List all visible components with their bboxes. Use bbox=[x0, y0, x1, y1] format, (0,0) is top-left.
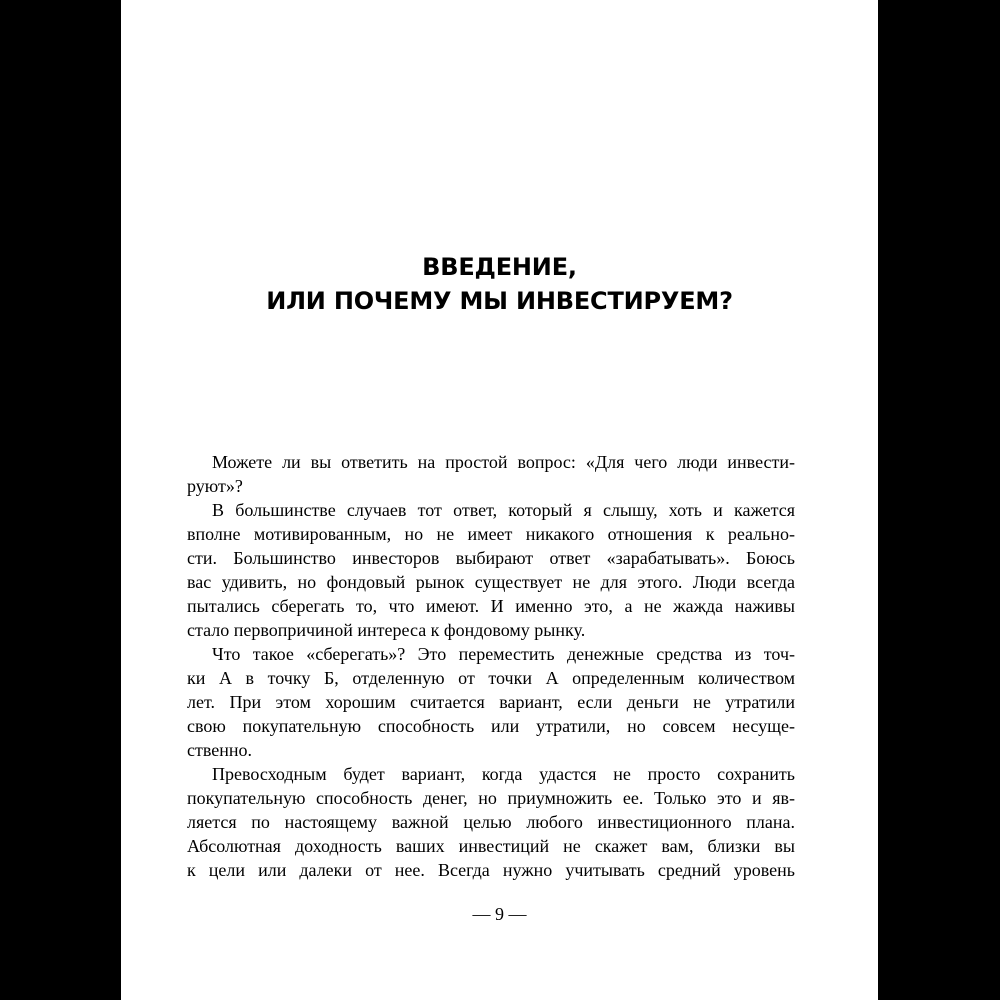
text-line: свою покупательную способность или утратили, но совсем несуще- bbox=[187, 716, 795, 736]
text-line: Абсолютная доходность ваших инвестиций не скажет вам, близки вы bbox=[187, 836, 795, 856]
text-line: руют»? bbox=[187, 476, 243, 496]
chapter-title-line-1: ВВЕДЕНИЕ, bbox=[422, 253, 577, 281]
text-line: к цели или далеки от нее. Всегда нужно учитывать средний уровень bbox=[187, 860, 795, 880]
text-line: вполне мотивированным, но не имеет никакого отношения к реально- bbox=[187, 524, 795, 544]
page-number: — 9 — bbox=[472, 904, 527, 924]
chapter-title bbox=[121, 250, 878, 318]
text-line: ки А в точку Б, отделенную от точки А определенным количеством bbox=[187, 668, 795, 688]
paragraph-3 bbox=[187, 642, 795, 762]
text-line: стало первопричиной интереса к фондовому рынку. bbox=[187, 620, 586, 640]
text-line: ственно. bbox=[187, 740, 253, 760]
text-line: покупательную способность денег, но приумножить ее. Только это и яв- bbox=[187, 788, 795, 808]
text-line: В большинстве случаев тот ответ, который я слышу, хоть и кажется bbox=[212, 500, 795, 520]
body-text bbox=[187, 450, 795, 882]
text-line: Можете ли вы ответить на простой вопрос: «Для чего люди инвести- bbox=[212, 452, 795, 472]
paragraph-2 bbox=[187, 498, 795, 642]
text-line: Превосходным будет вариант, когда удастся не просто сохранить bbox=[212, 764, 795, 784]
text-line: Что такое «сберегать»? Это переместить денежные средства из точ- bbox=[212, 644, 795, 664]
paragraph-4 bbox=[187, 762, 795, 882]
text-line: пытались сберегать то, что имеют. И именно это, а не жажда наживы bbox=[187, 596, 795, 616]
text-line: лет. При этом хорошим считается вариант, если деньги не утратили bbox=[187, 692, 795, 712]
book-page bbox=[121, 0, 878, 1000]
text-line: сти. Большинство инвесторов выбирают ответ «зарабатывать». Боюсь bbox=[187, 548, 795, 568]
text-line: вас удивить, но фондовый рынок существует не для этого. Люди всегда bbox=[187, 572, 795, 592]
text-line: ляется по настоящему важной целью любого инвестиционного плана. bbox=[187, 812, 795, 832]
paragraph-1 bbox=[187, 450, 795, 498]
chapter-title-line-2: ИЛИ ПОЧЕМУ МЫ ИНВЕСТИРУЕМ? bbox=[266, 287, 733, 315]
